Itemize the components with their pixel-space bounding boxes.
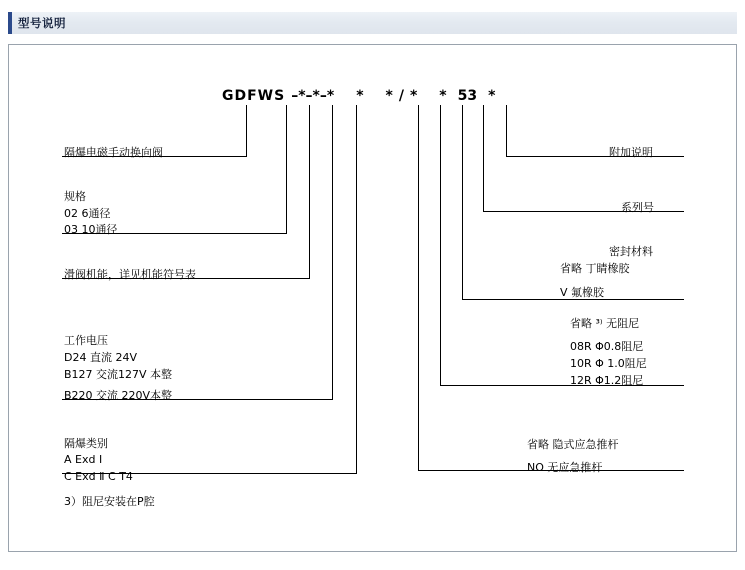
code-token-9: * <box>409 88 418 104</box>
code-token-6: * <box>356 88 364 104</box>
leader-line-exproof <box>356 105 357 474</box>
section-header-bar <box>8 12 737 34</box>
label-series-number: 系列号 <box>621 201 654 214</box>
leader-line-damping-h <box>440 385 684 386</box>
code-token-8: / <box>398 88 404 104</box>
label-note-3: 3）阻尼安装在P腔 <box>64 495 155 508</box>
leader-line-pushrod <box>418 105 419 471</box>
label-seal-default: 省略 丁睛橡胶 <box>560 262 630 275</box>
label-voltage-b220: B220 交流 220V本整 <box>64 389 173 402</box>
label-exproof-c: C Exd Ⅱ C T4 <box>64 470 133 483</box>
label-damping-none: 省略 ³⁾ 无阻尼 <box>570 317 640 330</box>
label-push-rod-hidden: 省略 隐式应急推杆 <box>527 438 619 451</box>
label-seal-v: V 氟橡胶 <box>560 286 605 299</box>
label-spec-03: 03 10通径 <box>64 223 118 236</box>
label-exproof-title: 隔爆类别 <box>64 437 108 450</box>
code-token-5: * <box>326 88 335 104</box>
leader-line-voltage <box>332 105 333 400</box>
label-voltage-b127: B127 交流127V 本整 <box>64 368 173 381</box>
label-push-rod-no: NO 无应急推杆 <box>527 461 603 474</box>
leader-line-seal <box>462 105 463 300</box>
label-damping-08r: 08R Φ0.8阻尼 <box>570 340 644 353</box>
code-token-1: * <box>298 88 306 104</box>
label-damping-12r: 12R Φ1.2阻尼 <box>570 374 644 387</box>
code-token-12: * <box>488 88 496 104</box>
leader-line-spec <box>286 105 287 234</box>
code-token-7: * <box>385 88 393 104</box>
code-token-3: * <box>312 88 320 104</box>
label-exproof-a: A Exd Ⅰ <box>64 453 103 466</box>
leader-line-additional-h <box>506 156 684 157</box>
leader-line-product <box>246 105 247 157</box>
code-token-10: * <box>439 88 447 104</box>
leader-line-series <box>483 105 484 212</box>
label-voltage-title: 工作电压 <box>64 334 108 347</box>
code-token-name: GDFWS <box>222 88 286 104</box>
label-voltage-d24: D24 直流 24V <box>64 351 137 364</box>
leader-line-additional <box>506 105 507 157</box>
label-spec-02: 02 6通径 <box>64 207 111 220</box>
code-token-2: – <box>305 88 313 104</box>
label-spool-function: 滑阀机能，详见机能符号表 <box>64 268 196 281</box>
label-spec-title: 规格 <box>64 190 86 203</box>
code-token-0: – <box>291 88 299 104</box>
code-token-4: – <box>319 88 327 104</box>
label-product-name: 隔爆电磁手动换向阀 <box>64 146 163 159</box>
page-title: 型号说明 <box>18 16 66 30</box>
leader-line-spool <box>309 105 310 279</box>
label-seal-material-title: 密封材料 <box>609 245 653 258</box>
leader-line-damping <box>440 105 441 386</box>
label-additional-note: 附加说明 <box>609 146 653 159</box>
label-damping-10r: 10R Φ 1.0阻尼 <box>570 357 647 370</box>
model-code-string <box>222 88 495 104</box>
code-token-11: 53 <box>457 88 478 104</box>
